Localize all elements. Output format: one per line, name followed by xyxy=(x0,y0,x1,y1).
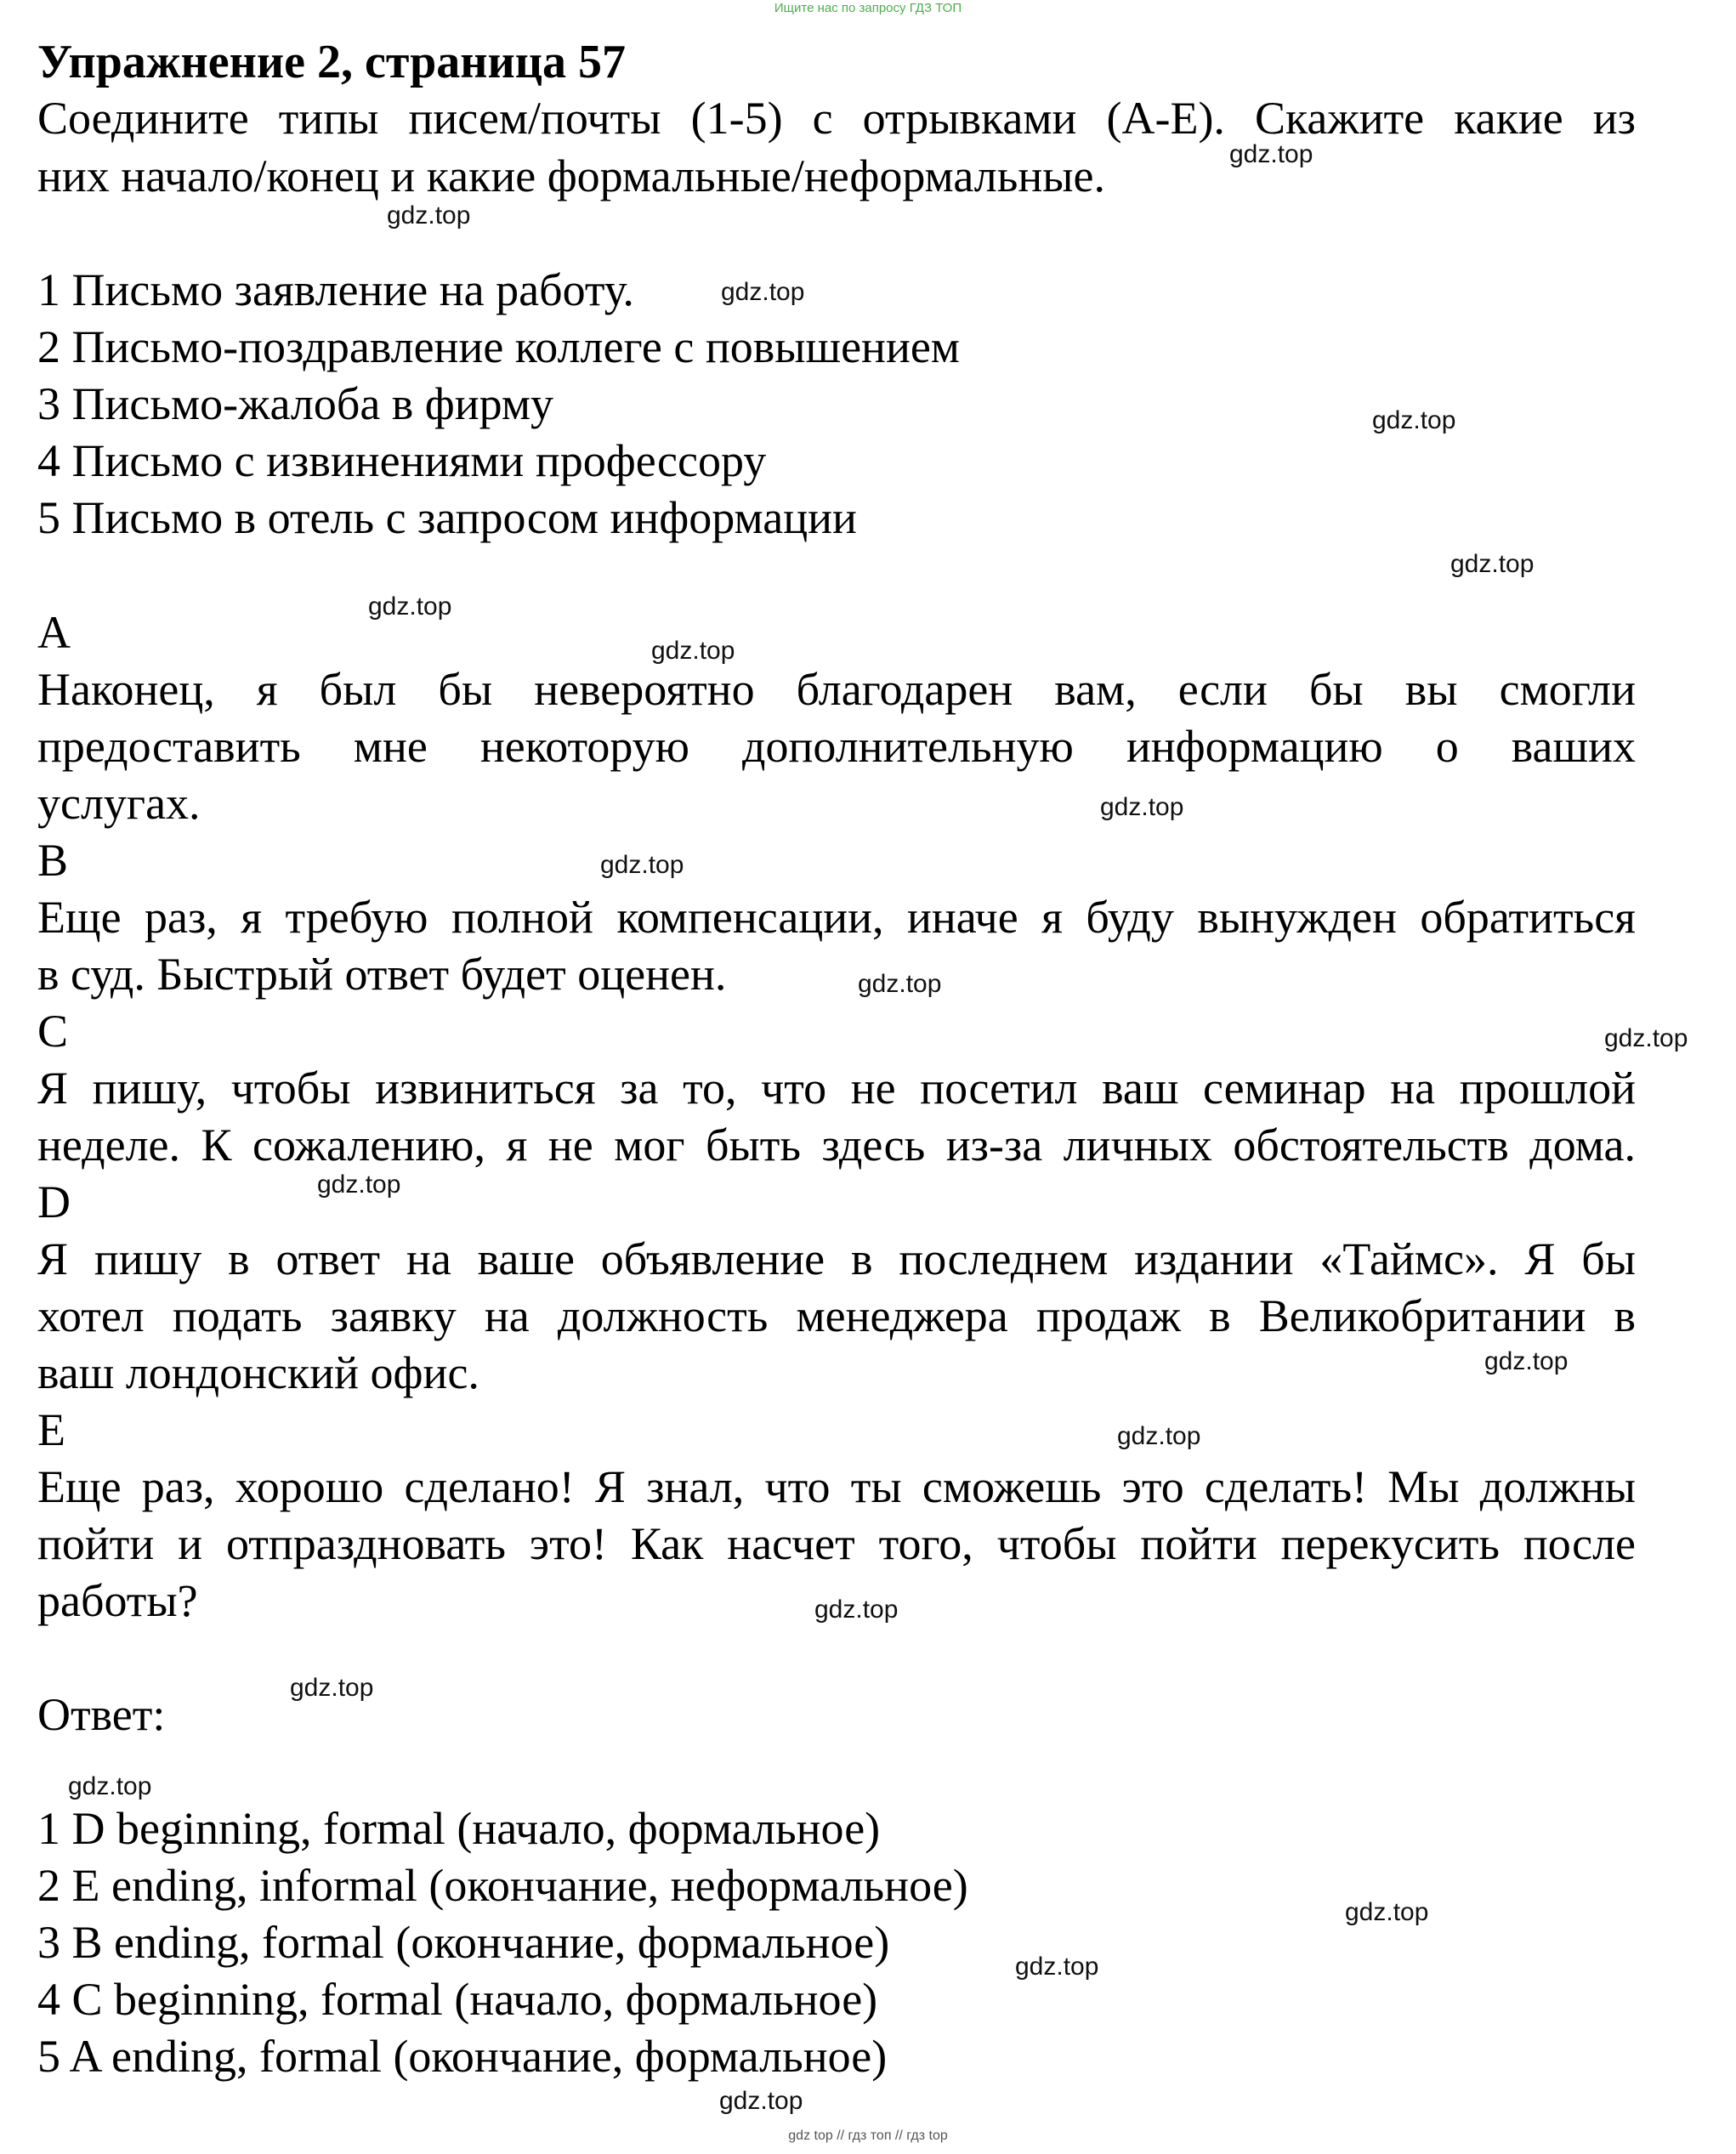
passage-a-line-2: предоставить мне некоторую дополнительную информацию о ваших xyxy=(37,721,1636,772)
passage-e-line-2: пойти и отпраздновать это! Как насчет того, чтобы пойти перекусить после xyxy=(37,1518,1636,1569)
passage-c-line-1: Я пишу, чтобы извиниться за то, что не посетил ваш семинар на прошлой xyxy=(37,1063,1636,1114)
passage-b-line-1: Еще раз, я требую полной компенсации, иначе я буду вынужден обратиться xyxy=(37,892,1636,943)
watermark: gdz.top xyxy=(719,2087,803,2115)
top-banner: Ищите нас по запросу ГДЗ ТОП xyxy=(774,1,962,15)
letter-type-3: 3 Письмо-жалоба в фирму xyxy=(37,378,554,429)
watermark: gdz.top xyxy=(1117,1422,1201,1450)
passage-c-letter: C xyxy=(37,1006,69,1057)
letter-type-4: 4 Письмо с извинениями профессору xyxy=(37,435,767,486)
answer-label: Ответ: xyxy=(37,1689,166,1740)
letter-type-2: 2 Письмо-поздравление коллеге с повышением xyxy=(37,321,960,372)
task-line-2: них начало/конец и какие формальные/неформальные. xyxy=(37,150,1106,201)
answer-item-5: 5 A ending, formal (окончание, формальное) xyxy=(37,2031,888,2082)
watermark: gdz.top xyxy=(68,1772,152,1800)
passage-b-line-2: в суд. Быстрый ответ будет оценен. xyxy=(37,949,727,1000)
watermark: gdz.top xyxy=(1345,1898,1429,1926)
watermark: gdz.top xyxy=(1372,406,1456,434)
passage-e-line-3: работы? xyxy=(37,1575,198,1626)
passage-d-line-1: Я пишу в ответ на ваше объявление в последнем издании «Таймс». Я бы xyxy=(37,1233,1636,1284)
watermark: gdz.top xyxy=(1604,1024,1688,1052)
watermark: gdz.top xyxy=(368,592,452,621)
answer-item-2: 2 E ending, informal (окончание, неформальное) xyxy=(37,1860,968,1911)
letter-type-5: 5 Письмо в отель с запросом информации xyxy=(37,492,857,543)
watermark: gdz.top xyxy=(1015,1953,1099,1981)
letter-type-1: 1 Письмо заявление на работу. xyxy=(37,264,634,315)
watermark: gdz.top xyxy=(1100,793,1184,821)
passage-a-line-3: услугах. xyxy=(37,778,201,829)
passage-a-letter: A xyxy=(37,607,71,658)
footer-watermark: gdz top // гдз топ // гдз top xyxy=(788,2128,948,2143)
watermark: gdz.top xyxy=(290,1674,374,1702)
watermark: gdz.top xyxy=(600,851,684,879)
passage-e-line-1: Еще раз, хорошо сделано! Я знал, что ты сможешь это сделать! Мы должны xyxy=(37,1461,1636,1512)
passage-b-letter: B xyxy=(37,835,69,886)
watermark: gdz.top xyxy=(858,970,942,998)
watermark: gdz.top xyxy=(1484,1347,1569,1375)
passage-c-line-2: неделе. К сожалению, я не мог быть здесь из-за личных обстоятельств дома. xyxy=(37,1120,1636,1171)
watermark: gdz.top xyxy=(1450,550,1535,578)
passage-d-line-2: хотел подать заявку на должность менеджера продаж в Великобритании в xyxy=(37,1290,1636,1341)
answer-item-1: 1 D beginning, formal (начало, формальное) xyxy=(37,1803,881,1854)
passage-a-line-1: Наконец, я был бы невероятно благодарен вам, если бы вы смогли xyxy=(37,664,1636,715)
page-title: Упражнение 2, страница 57 xyxy=(37,36,627,88)
passage-d-letter: D xyxy=(37,1176,71,1227)
watermark: gdz.top xyxy=(721,278,805,306)
answer-item-3: 3 B ending, formal (окончание, формальное) xyxy=(37,1917,890,1968)
watermark: gdz.top xyxy=(651,637,735,665)
task-line-1: Соедините типы писем/почты (1-5) с отрывками (A-E). Скажите какие из xyxy=(37,93,1636,144)
passage-d-line-3: ваш лондонский офис. xyxy=(37,1347,479,1398)
answer-item-4: 4 C beginning, formal (начало, формальное) xyxy=(37,1974,878,2025)
watermark: gdz.top xyxy=(1229,140,1313,168)
watermark: gdz.top xyxy=(814,1596,899,1624)
passage-e-letter: E xyxy=(37,1404,65,1455)
watermark: gdz.top xyxy=(317,1171,401,1199)
watermark: gdz.top xyxy=(387,201,471,230)
